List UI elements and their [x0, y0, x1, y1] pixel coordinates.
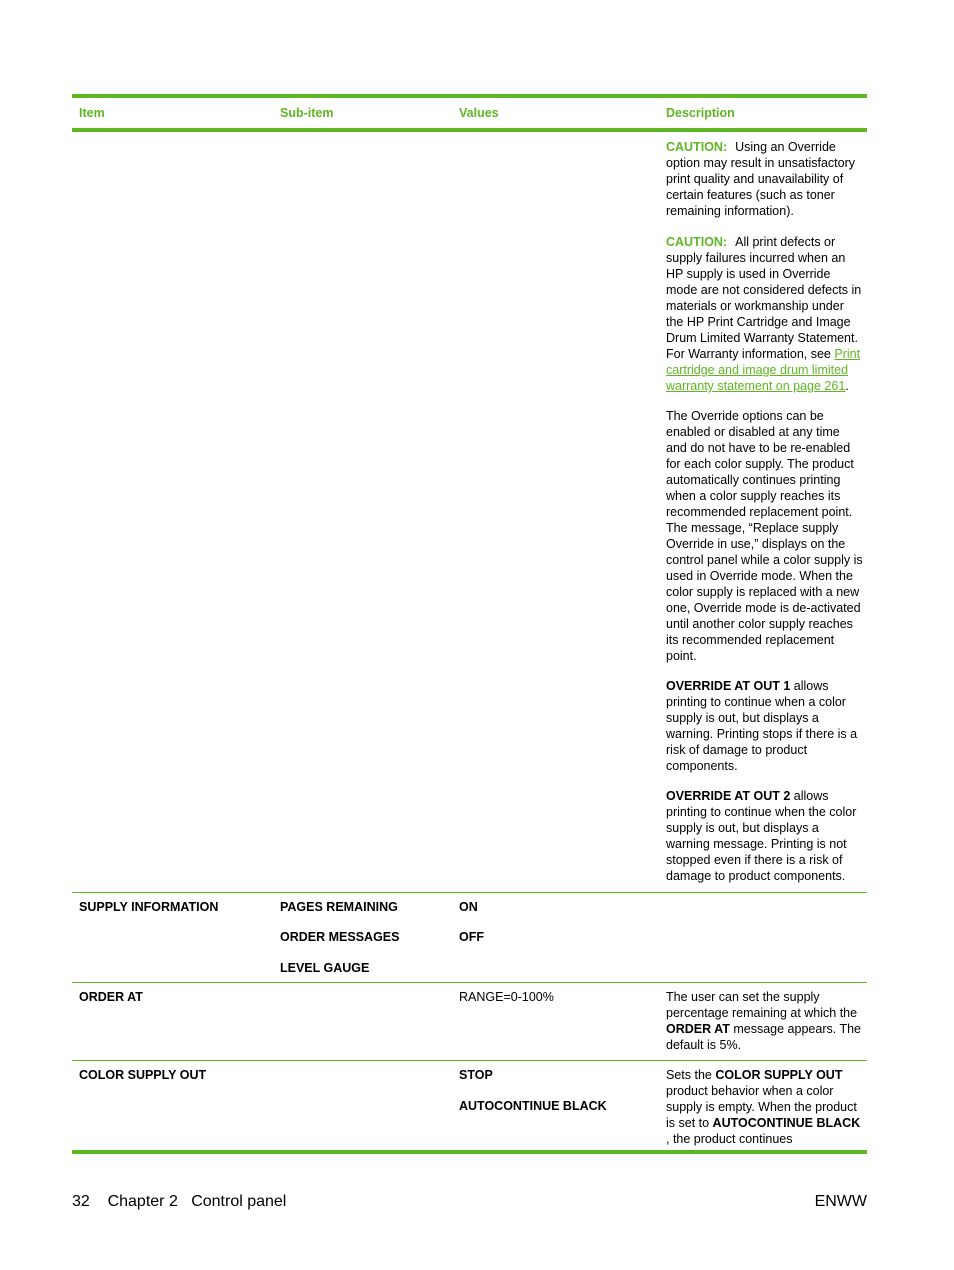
header-item: Item [79, 106, 105, 120]
warranty-link[interactable]: Print cartridge and image drum limited warranty statement on page 261 [666, 347, 861, 393]
override-paragraph: The Override options can be enabled or disabled at any time and do not have to be re-enabled for each color supply. The product automatically continues printing when a color supply reaches its recommended replacement point. The message, “Replace supply Override in use,” displays on the control panel while a color supply is used in Override mode. When the color supply is replaced with a new one, Override mode is de-activated until another color supply reaches its recommended replacement point. [666, 409, 863, 663]
table-row-color-supply-out [72, 1061, 867, 1150]
color-supply-out-description: Sets the COLOR SUPPLY OUT product behavior when a color supply is empty. When the product is set to AUTOCONTINUE BLACK , the product continues [666, 1068, 861, 1146]
value-list [452, 1067, 660, 1150]
subitem-level-gauge: LEVEL GAUGE [280, 961, 370, 975]
table-bottom-rule [72, 1150, 867, 1154]
section-label: Control panel [191, 1193, 287, 1210]
caution-label: CAUTION: [666, 140, 728, 154]
page-footer [72, 1193, 867, 1211]
value-autocontinue-black: AUTOCONTINUE BLACK [459, 1099, 607, 1113]
footer-left [72, 1193, 286, 1211]
item-supply-information: SUPPLY INFORMATION [79, 900, 219, 914]
override-description [660, 139, 867, 892]
value-on: ON [459, 900, 478, 914]
item-order-at: ORDER AT [79, 990, 143, 1004]
value-range: RANGE=0-100% [459, 990, 554, 1004]
subitem-list [273, 899, 452, 982]
table-header [72, 98, 867, 128]
table-row-order-at [72, 983, 867, 1060]
chapter-label: Chapter 2 [107, 1193, 178, 1210]
table-row-override [72, 132, 867, 892]
table-row-supply-information [72, 893, 867, 982]
footer-right: ENWW [814, 1193, 867, 1210]
value-off: OFF [459, 930, 484, 944]
settings-table [72, 94, 867, 1154]
caution-note-2: CAUTION: All print defects or supply failures incurred when an HP supply is used in Override mode are not considered defects in materials or workmanship under the HP Print Cartridge and Image Drum Limited Warranty Statement. For Warranty information, see Print cartridge and image drum limited warranty statement on page 261. [666, 235, 862, 393]
value-list [452, 899, 660, 982]
caution-label: CAUTION: [666, 235, 728, 249]
value-stop: STOP [459, 1068, 493, 1082]
caution-note-1: CAUTION: Using an Override option may result in unsatisfactory print quality and unavailability of certain features (such as toner remaining information). [666, 140, 855, 218]
header-values: Values [459, 106, 499, 120]
header-subitem: Sub-item [280, 106, 334, 120]
override-out-1-paragraph: OVERRIDE AT OUT 1 allows printing to continue when a color supply is out, but displays a warning. Printing stops if there is a risk of damage to product components. [666, 679, 858, 773]
item-color-supply-out: COLOR SUPPLY OUT [79, 1068, 207, 1082]
header-description: Description [666, 106, 735, 120]
order-at-description: The user can set the supply percentage remaining at which the ORDER AT message appears. The default is 5%. [666, 990, 861, 1052]
subitem-order-messages: ORDER MESSAGES [280, 930, 400, 944]
subitem-pages-remaining: PAGES REMAINING [280, 900, 398, 914]
page-number: 32 [72, 1193, 90, 1210]
override-out-2-paragraph: OVERRIDE AT OUT 2 allows printing to continue when the color supply is out, but displays a warning message. Printing is not stopped even if there is a risk of damage to product components. [666, 789, 857, 883]
